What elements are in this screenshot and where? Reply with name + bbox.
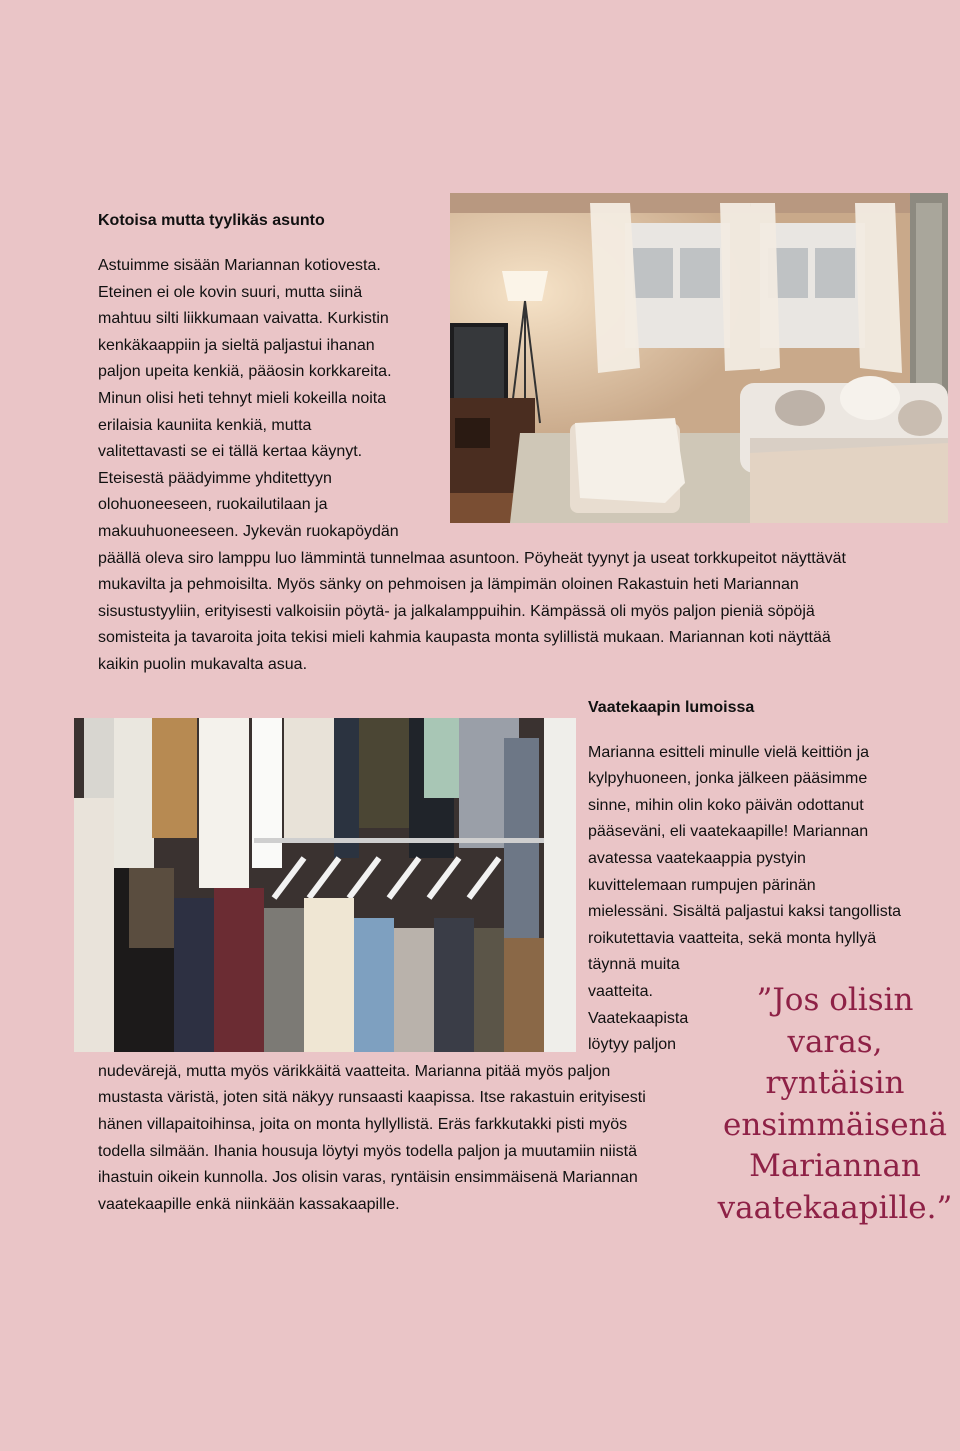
body-line: Minun olisi heti tehnyt mieli kokeilla noita bbox=[98, 390, 387, 407]
body-line: löytyy paljon bbox=[588, 1036, 677, 1053]
body-line: paljon upeita kenkiä, pääosin korkkareita. bbox=[98, 363, 392, 380]
body-line: täynnä muita bbox=[588, 956, 680, 973]
body-line: mielessäni. Sisältä paljastui kaksi tangollista bbox=[588, 903, 902, 920]
section-heading-wardrobe: Vaatekaapin lumoissa bbox=[588, 699, 755, 716]
body-line: kenkäkaappiin ja sieltä paljastui ihanan bbox=[98, 337, 375, 354]
body-line: valitettavasti se ei tällä kertaa käynyt. bbox=[98, 443, 363, 460]
body-line: pääseväni, eli vaatekaapille! Mariannan bbox=[588, 823, 869, 840]
body-line: nudevärejä, mutta myös värikkäitä vaatteita. Marianna pitää myös paljon bbox=[98, 1063, 611, 1080]
body-line: roikutettavia vaatteita, sekä monta hyllyä bbox=[588, 930, 877, 947]
body-line: makuuhuoneeseen. Jykevän ruokapöydän bbox=[98, 523, 399, 540]
body-line: kuvittelemaan rumpujen pärinän bbox=[588, 877, 816, 894]
body-line: Vaatekaapista bbox=[588, 1010, 689, 1027]
body-line: vaatekaapille enkä niinkään kassakaapille. bbox=[98, 1196, 400, 1213]
body-line: sisustustyyliin, erityisesti valkoisiin pöytä- ja jalkalamppuihin. Kämpässä oli myös paljon pieniä söpöjä bbox=[98, 603, 815, 620]
body-line: sinne, mihin olin koko päivän odottanut bbox=[588, 797, 864, 814]
pull-quote-line: varas, bbox=[787, 1023, 883, 1060]
body-line: kaikin puolin mukavalta asua. bbox=[98, 656, 308, 673]
pull-quote-line: ensimmäisenä bbox=[722, 1106, 948, 1143]
body-line: avatessa vaatekaappia pystyin bbox=[588, 850, 806, 867]
body-line: Astuimme sisään Mariannan kotiovesta. bbox=[98, 257, 381, 274]
body-line: vaatteita. bbox=[588, 983, 653, 1000]
pull-quote-line: ryntäisin bbox=[765, 1065, 905, 1101]
body-line: olohuoneeseen, ruokailutilaan ja bbox=[98, 496, 328, 513]
body-line: päällä oleva siro lamppu luo lämmintä tunnelmaa asuntoon. Pöyheät tyynyt ja useat torkkupeitot näyttävät bbox=[98, 550, 846, 567]
body-line: Eteinen ei ole kovin suuri, mutta siinä bbox=[98, 284, 363, 301]
body-line: mukavilta ja pehmoisilta. Myös sänky on pehmoisen ja lämpimän oloinen Rakastuin heti Mariannan bbox=[98, 576, 799, 593]
section-heading-home: Kotoisa mutta tyylikäs asunto bbox=[98, 212, 325, 229]
body-line: somisteita ja tavaroita joita tekisi mieli kahmia kaupasta monta sylillistä mukaan. Mariannan koti näyttää bbox=[98, 629, 831, 646]
pull-quote-line: vaatekaapille.” bbox=[717, 1189, 953, 1226]
pull-quote-line: Mariannan bbox=[749, 1148, 921, 1184]
body-line: Eteisestä päädyimme yhditettyyn bbox=[98, 470, 332, 487]
body-line: mahtuu silti liikkumaan vaivatta. Kurkistin bbox=[98, 310, 389, 327]
body-line: erilaisia kauniita kenkiä, mutta bbox=[98, 417, 312, 434]
living-room-photo bbox=[450, 193, 948, 523]
body-line: mustasta väristä, joten sitä näkyy runsaasti kaapissa. Itse rakastuin erityisesti bbox=[98, 1089, 646, 1106]
body-line: ihastuin oikein kunnolla. Jos olisin varas, ryntäisin ensimmäisenä Mariannan bbox=[98, 1169, 638, 1186]
body-line: Marianna esitteli minulle vielä keittiön ja bbox=[588, 744, 870, 761]
pull-quote-line: ”Jos olisin bbox=[756, 982, 914, 1018]
body-line: todella silmään. Ihania housuja löytyi myös todella paljon ja muutamiin niistä bbox=[98, 1143, 637, 1160]
body-line: kylpyhuoneen, jonka jälkeen pääsimme bbox=[588, 770, 868, 787]
pull-quote bbox=[690, 980, 960, 1229]
wardrobe-photo bbox=[74, 718, 576, 1052]
body-line: hänen villapaitoihinsa, joita on monta hyllyllistä. Eräs farkkutakki pisti myös bbox=[98, 1116, 628, 1133]
